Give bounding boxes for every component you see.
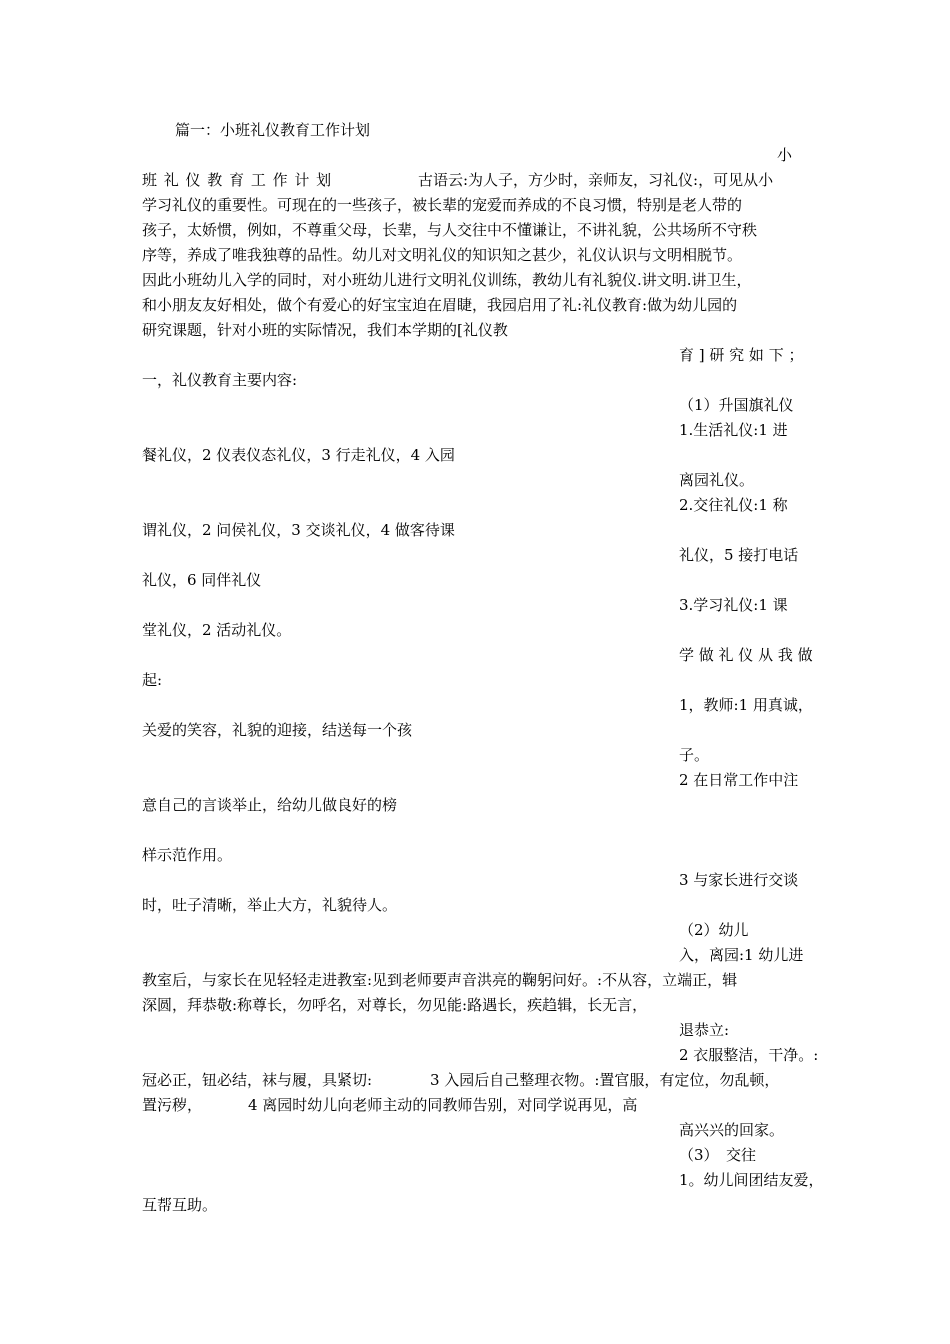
text-line: 2 衣服整洁，干净。: xyxy=(679,1046,819,1064)
text-line: 班 礼 仪 教 育 工 作 计 划 xyxy=(142,171,333,189)
text-line: 礼仪，6 同伴礼仪 xyxy=(142,571,262,589)
text-line: 互帮互助。 xyxy=(142,1196,218,1214)
text-line: 3 入园后自己整理衣物。:置官服，有定位，勿乱顿， xyxy=(430,1071,780,1089)
text-line: （2）幼儿 xyxy=(679,921,749,939)
text-line: 一，礼仪教育主要内容: xyxy=(142,371,298,389)
text-line: 2 在日常工作中注 xyxy=(679,771,799,789)
text-line: （3） 交往 xyxy=(679,1146,757,1164)
text-line: 序等，养成了唯我独尊的品性。幼儿对文明礼仪的知识知之甚少，礼仪认识与文明相脱节。 xyxy=(142,246,743,264)
text-line: 4 离园时幼儿向老师主动的同教师告别，对同学说再见，高 xyxy=(248,1096,638,1114)
text-line: 和小朋友友好相处，做个有爱心的好宝宝迫在眉睫，我园启用了礼:礼仪教育:做为幼儿园的 xyxy=(142,296,738,314)
text-line: 2.交往礼仪:1 称 xyxy=(679,496,788,514)
text-line: 时，吐子清晰，举止大方，礼貌待人。 xyxy=(142,896,398,914)
text-line: 深圆，拜恭敬:称尊长，勿呼名，对尊长，勿见能:路遇长，疾趋辑，长无言， xyxy=(142,996,648,1014)
text-line: 置污秽， xyxy=(142,1096,203,1114)
text-line: 古语云:为人子，方少时，亲师友，习礼仪:，可见从小 xyxy=(418,171,774,189)
text-line: 意自己的言谈举止，给幼儿做良好的榜 xyxy=(142,796,398,814)
text-line: 样示范作用。 xyxy=(142,846,233,864)
text-line: 学习礼仪的重要性。可现在的一些孩子，被长辈的宠爱而养成的不良习惯，特别是老人带的 xyxy=(142,196,743,214)
text-line: 高兴兴的回家。 xyxy=(679,1121,785,1139)
text-line: 离园礼仪。 xyxy=(679,471,755,489)
text-line: 1.生活礼仪:1 进 xyxy=(679,421,788,439)
text-line: 堂礼仪，2 活动礼仪。 xyxy=(142,621,292,639)
text-line: 入，离园:1 幼儿进 xyxy=(679,946,804,964)
text-line: 育 ] 研 究 如 下 ； xyxy=(679,346,804,364)
text-line: 关爱的笑容，礼貌的迎接，结送每一个孩 xyxy=(142,721,413,739)
text-line: 小 xyxy=(777,146,793,164)
text-line: 教室后，与家长在见轻轻走进教室:见到老师要声音洪亮的鞠躬问好。:不从容，立端正，辑 xyxy=(142,971,738,989)
text-line: 礼仪，5 接打电话 xyxy=(679,546,799,564)
text-line: （1）升国旗礼仪 xyxy=(679,396,794,414)
text-line: 1。幼儿间团结友爱， xyxy=(679,1171,824,1189)
text-line: 孩子，太娇惯，例如，不尊重父母，长辈，与人交往中不懂谦让，不讲礼貌，公共场所不守秩 xyxy=(142,221,758,239)
text-line: 学 做 礼 仪 从 我 做 xyxy=(679,646,813,664)
text-line: 子。 xyxy=(679,746,710,764)
text-line: 1，教师:1 用真诚， xyxy=(679,696,813,714)
text-line: 冠必正，钮必结，袜与履，具紧切: xyxy=(142,1071,373,1089)
text-line: 谓礼仪，2 问侯礼仪，3 交谈礼仪，4 做客待课 xyxy=(142,521,455,539)
text-line: 3.学习礼仪:1 课 xyxy=(679,596,788,614)
document-heading: 篇一：小班礼仪教育工作计划 xyxy=(175,121,371,139)
text-line: 餐礼仪，2 仪表仪态礼仪，3 行走礼仪，4 入园 xyxy=(142,446,455,464)
text-line: 3 与家长进行交谈 xyxy=(679,871,799,889)
text-line: 退恭立: xyxy=(679,1021,730,1039)
text-line: 研究课题，针对小班的实际情况，我们本学期的[礼仪教 xyxy=(142,321,508,339)
text-line: 起: xyxy=(142,671,163,689)
text-line: 因此小班幼儿入学的同时，对小班幼儿进行文明礼仪训练，教幼儿有礼貌仪.讲文明.讲卫生， xyxy=(142,271,752,289)
